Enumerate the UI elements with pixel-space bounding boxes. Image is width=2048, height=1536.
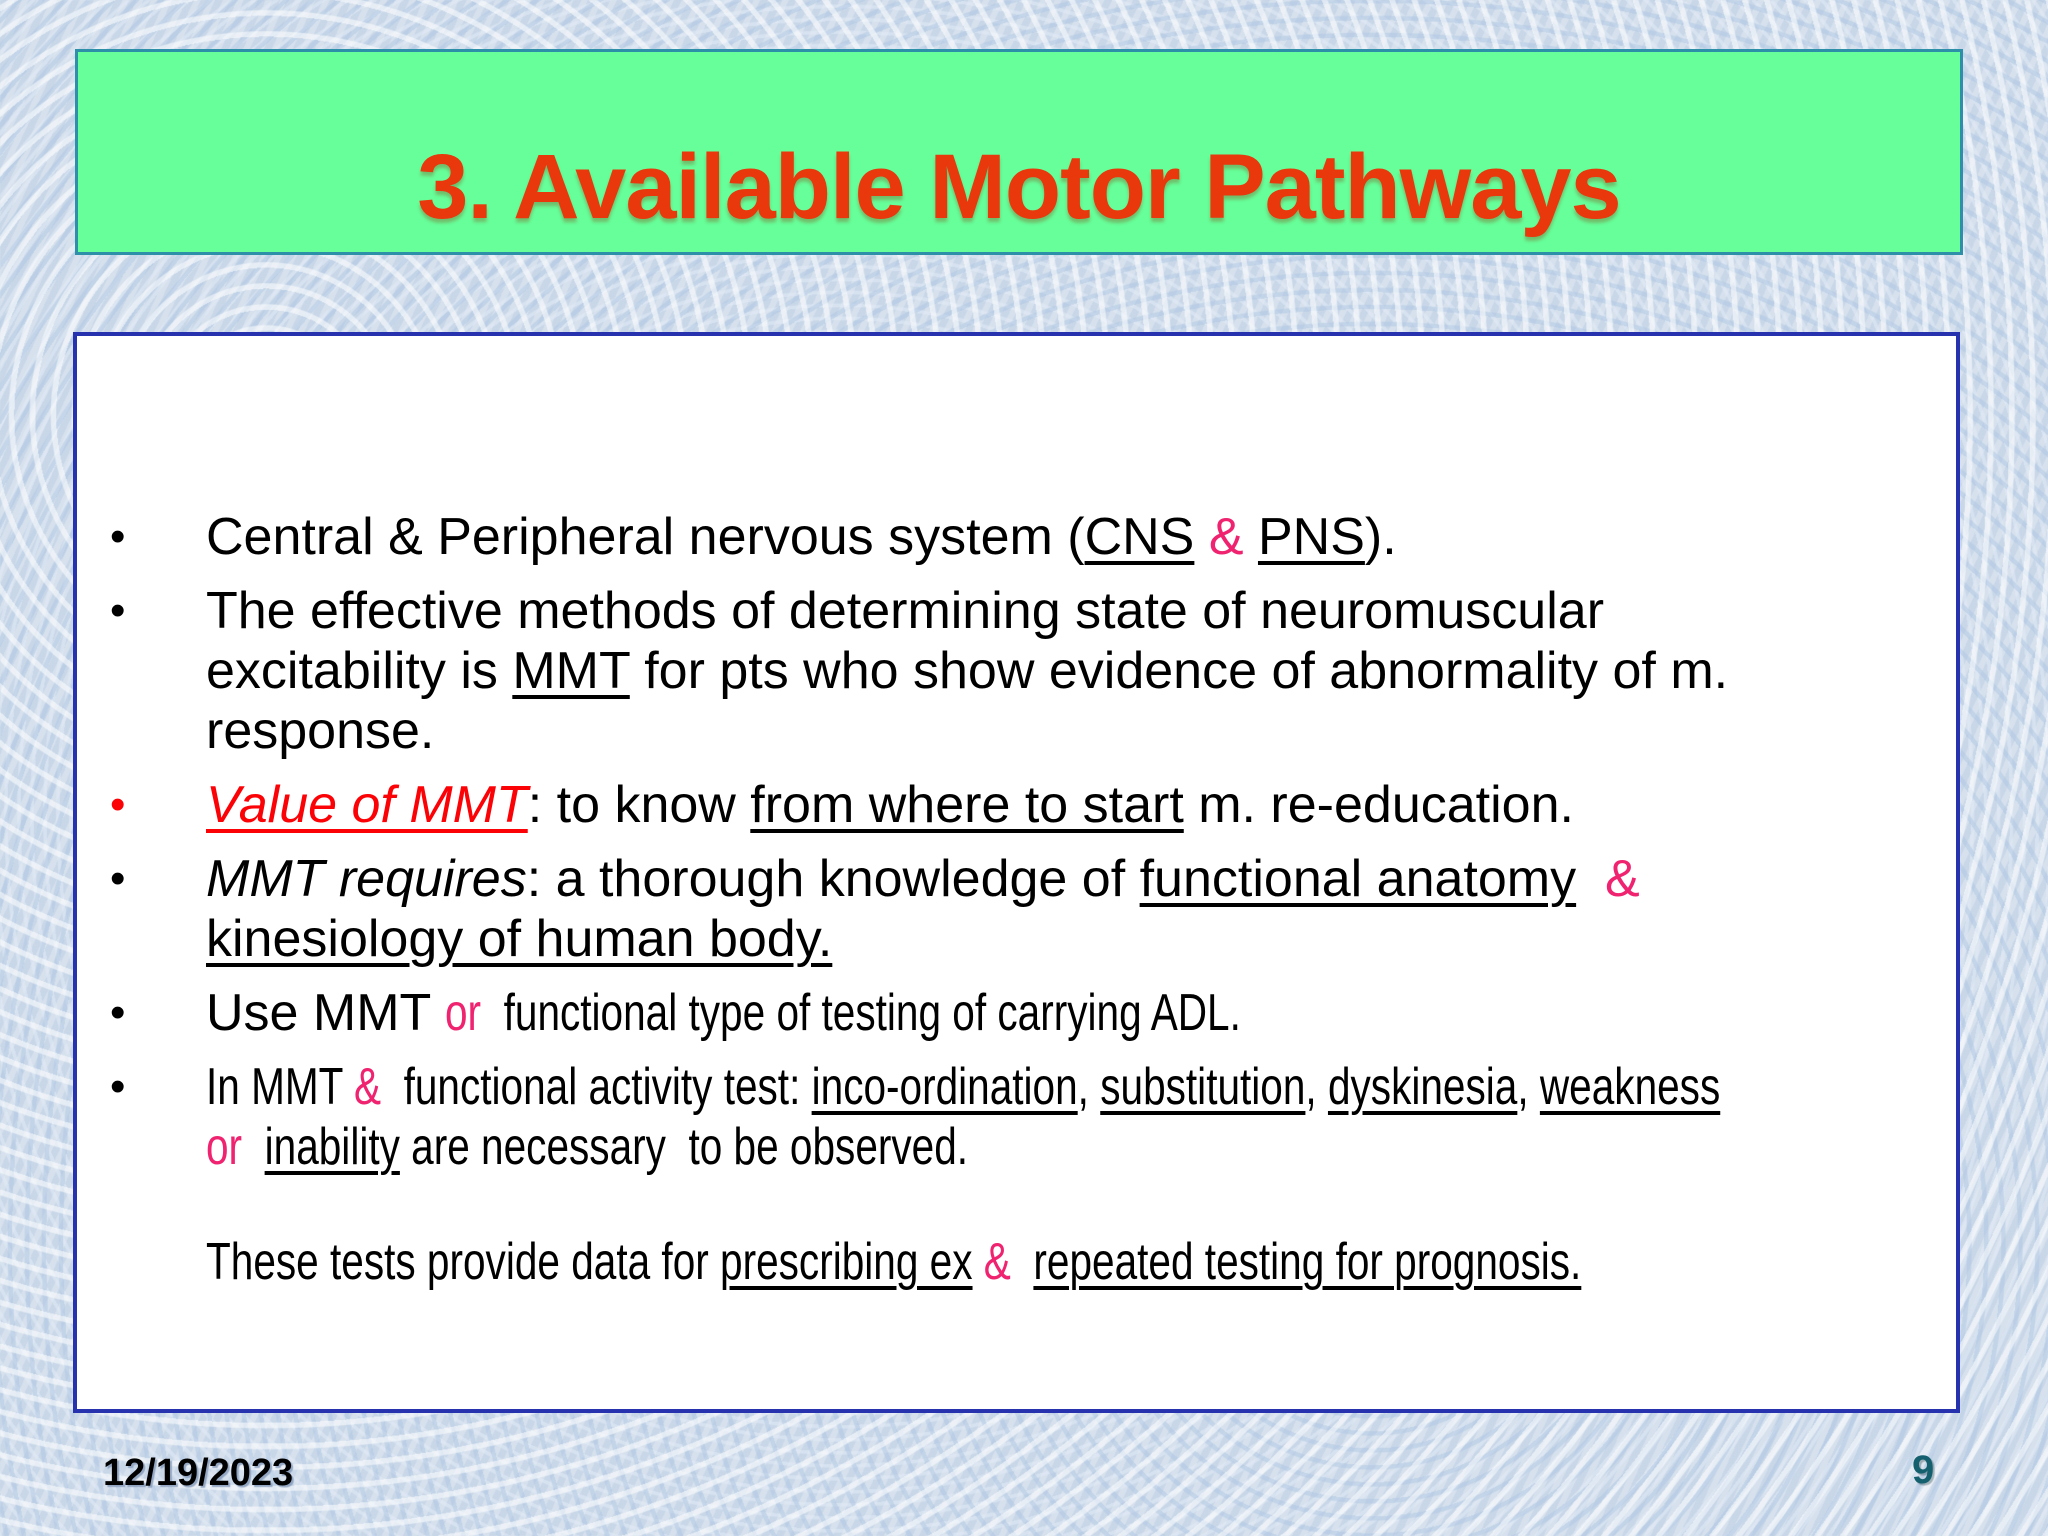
- text-line: [206, 581, 1926, 641]
- text-run: ).: [1364, 508, 1397, 566]
- text-run: repeated testing for prognosis.: [1033, 1233, 1582, 1291]
- text-line: [206, 909, 1926, 969]
- text-run: [973, 1233, 984, 1291]
- condensed-text-group: [445, 983, 1241, 1043]
- text-run: kinesiology of human body.: [206, 910, 833, 968]
- text-run: [242, 1118, 265, 1176]
- condensed-text-group: [206, 1232, 1581, 1292]
- text-run: or: [206, 1118, 243, 1176]
- text-line: [206, 1232, 1926, 1292]
- content-box: [73, 332, 1960, 1413]
- text-run: Value of MMT: [206, 776, 528, 834]
- bullet-marker: •: [110, 988, 126, 1037]
- text-run: : a thorough knowledge of: [526, 850, 1140, 908]
- bullet-marker: •: [110, 854, 126, 903]
- bullet-item: [77, 507, 1926, 567]
- text-run: substitution: [1100, 1058, 1306, 1116]
- text-run: response.: [206, 702, 435, 760]
- text-line: [206, 849, 1926, 909]
- text-run: &: [983, 1233, 1011, 1291]
- text-run: [1576, 850, 1605, 908]
- text-run: for pts who show evidence of abnormality of m.: [629, 642, 1729, 700]
- text-run: excitability is: [206, 642, 513, 700]
- text-run: &: [1208, 508, 1244, 566]
- bullet-item: [77, 581, 1926, 761]
- text-run: m. re-education.: [1183, 776, 1574, 834]
- text-run: [1244, 508, 1258, 566]
- condensed-text-group: [206, 1117, 968, 1177]
- text-run: ,: [1305, 1058, 1328, 1116]
- text-run: PNS: [1257, 508, 1365, 566]
- text-run: In MMT: [206, 1058, 354, 1116]
- text-run: These tests provide data for: [206, 1233, 721, 1291]
- text-run: MMT requires: [206, 850, 527, 908]
- text-line: [206, 1057, 1926, 1117]
- text-run: from where to start: [750, 776, 1184, 834]
- page-number: 9: [1912, 1448, 1935, 1492]
- bullet-marker: •: [110, 1062, 126, 1111]
- text-run: inability: [264, 1118, 400, 1176]
- slide-title: 3. Available Motor Pathways: [417, 136, 1621, 238]
- condensed-text-group: [206, 1057, 1720, 1117]
- slide-date: 12/19/2023: [103, 1452, 294, 1494]
- text-run: The effective methods of determining state of neuromuscular: [206, 582, 1605, 640]
- text-run: &: [1605, 850, 1640, 908]
- text-line: [206, 641, 1926, 701]
- text-line: [206, 775, 1926, 835]
- text-run: dyskinesia: [1327, 1058, 1518, 1116]
- bullet-item: [77, 1232, 1926, 1292]
- text-run: MMT: [512, 642, 630, 700]
- text-run: functional activity test:: [381, 1058, 812, 1116]
- bullet-item: [77, 775, 1926, 835]
- text-run: Use MMT: [206, 984, 445, 1042]
- text-run: or: [444, 984, 481, 1042]
- bullet-marker: •: [110, 586, 126, 635]
- text-run: prescribing ex: [720, 1233, 973, 1291]
- bullet-item: [77, 1057, 1926, 1177]
- text-run: [1194, 508, 1208, 566]
- bullet-item: [77, 849, 1926, 969]
- text-run: CNS: [1084, 508, 1195, 566]
- text-run: : to know: [527, 776, 751, 834]
- bullet-list: [77, 507, 1926, 1292]
- text-run: ,: [1077, 1058, 1101, 1116]
- bullet-item: [77, 983, 1926, 1043]
- text-line: [206, 983, 1926, 1043]
- text-run: inco-ordination: [811, 1058, 1078, 1116]
- text-run: are necessary to be observed.: [399, 1118, 969, 1176]
- bullet-marker: •: [110, 512, 126, 561]
- text-run: weakness: [1539, 1058, 1721, 1116]
- bullet-marker: •: [110, 780, 126, 829]
- text-run: ,: [1517, 1058, 1540, 1116]
- text-run: &: [353, 1058, 382, 1116]
- slide-title-banner: [75, 49, 1963, 255]
- text-run: functional anatomy: [1139, 850, 1577, 908]
- text-line: [206, 507, 1926, 567]
- text-run: Central & Peripheral nervous system (: [206, 508, 1085, 566]
- text-line: [206, 701, 1926, 761]
- text-run: [1011, 1233, 1034, 1291]
- text-line: [206, 1117, 1926, 1177]
- text-run: functional type of testing of carrying ADL.: [480, 984, 1241, 1042]
